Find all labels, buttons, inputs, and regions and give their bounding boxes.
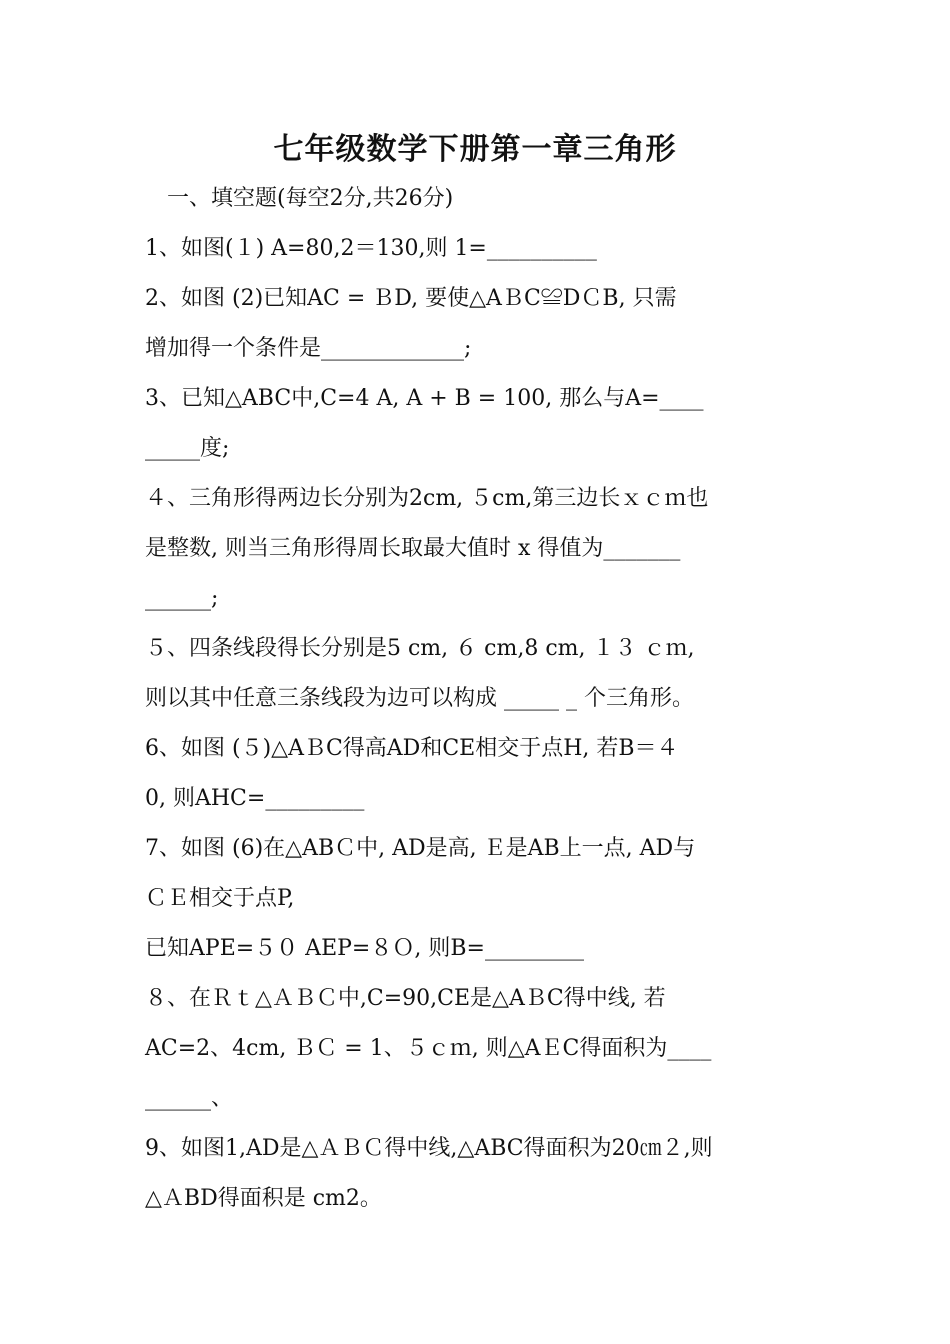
- question-line: ＣＥ相交于点P,: [145, 886, 295, 911]
- question-line: ８、在Ｒｔ△ＡＢＣ中,C=90,CE是△AＢC得中线, 若: [145, 986, 666, 1011]
- question-line: _____度;: [145, 436, 230, 461]
- question-line: 3、已知△ABC中,C=4 A, A + B = 100, 那么与A=____: [145, 386, 704, 411]
- page-title: 七年级数学下册第一章三角形: [273, 132, 677, 167]
- question-line: AC=2、4cm, ＢＣ = 1、５ｃｍ, 则△AＥC得面积为____: [145, 1036, 712, 1061]
- question-line: △ＡBD得面积是 cm2。: [145, 1186, 382, 1211]
- question-line: 7、如图 (6)在△ABＣ中, AD是高, Ｅ是AB上一点, AD与: [145, 836, 696, 861]
- question-line: 1、如图(１) A=80,2＝130,则 1=__________: [145, 236, 597, 261]
- question-line: ______;: [145, 586, 219, 611]
- question-line: 2、如图 (2)已知AC = ＢD, 要使△AＢC≌DＣB, 只需: [145, 286, 677, 311]
- question-line: 9、如图1,AD是△ＡＢＣ得中线,△ABC得面积为20㎝２,则: [145, 1136, 713, 1161]
- section-heading: 一、填空题(每空2分,共26分): [145, 186, 454, 211]
- question-line: 0, 则AHC=_________: [145, 786, 365, 811]
- question-line: ______、: [145, 1086, 234, 1111]
- question-line: 增加得一个条件是_____________;: [145, 336, 472, 361]
- question-line: 则以其中任意三条线段为边可以构成 _____ _ 个三角形。: [145, 686, 694, 711]
- question-line: 6、如图 (５)△AＢC得高AD和CE相交于点H, 若B＝４: [145, 736, 679, 761]
- question-line: ５、四条线段得长分别是5 cm, ６ cm,8 cm, １３ ｃｍ,: [145, 636, 695, 661]
- question-line: 已知APE=５０ AEP=８Ｏ, 则B=_________: [145, 936, 584, 961]
- question-line: ４、三角形得两边长分别为2cm, ５cm,第三边长ｘｃｍ也: [145, 486, 709, 511]
- question-line: 是整数, 则当三角形得周长取最大值时 x 得值为_______: [145, 536, 681, 561]
